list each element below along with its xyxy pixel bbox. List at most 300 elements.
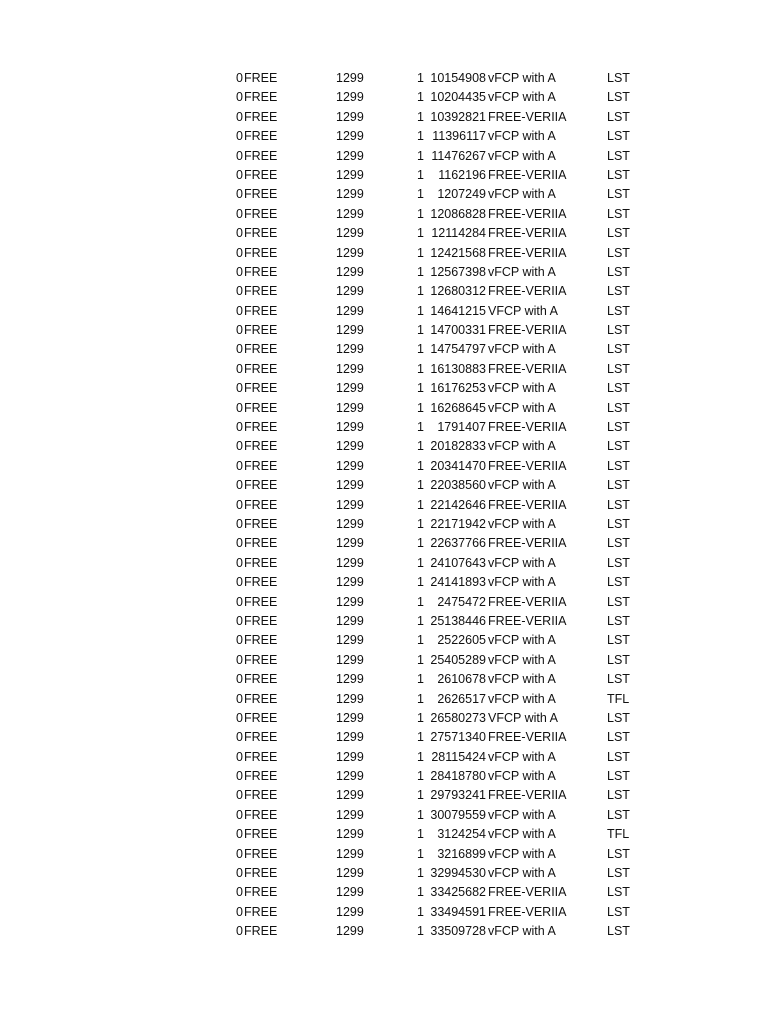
- spreadsheet-table: [0, 69, 768, 942]
- zero-cell: 0: [236, 361, 243, 376]
- quantity-cell: 1: [417, 323, 424, 338]
- price-cell: 1299: [336, 575, 364, 590]
- id-cell: 33494591: [430, 904, 486, 919]
- price-cell: 1299: [336, 730, 364, 745]
- table-row: [0, 302, 768, 321]
- table-row: [0, 205, 768, 224]
- type-cell: LST: [607, 807, 630, 822]
- price-cell: 1299: [336, 284, 364, 299]
- id-cell: 12567398: [430, 264, 486, 279]
- description-cell: FREE-VERIIA: [488, 109, 567, 124]
- id-cell: 30079559: [430, 807, 486, 822]
- table-body: [0, 69, 768, 942]
- zero-cell: 0: [236, 323, 243, 338]
- plan-cell: FREE: [244, 613, 278, 628]
- zero-cell: 0: [236, 148, 243, 163]
- price-cell: 1299: [336, 148, 364, 163]
- type-cell: LST: [607, 361, 630, 376]
- quantity-cell: 1: [417, 749, 424, 764]
- price-cell: 1299: [336, 555, 364, 570]
- quantity-cell: 1: [417, 303, 424, 318]
- plan-cell: FREE: [244, 866, 278, 881]
- zero-cell: 0: [236, 846, 243, 861]
- zero-cell: 0: [236, 710, 243, 725]
- table-row: [0, 593, 768, 612]
- price-cell: 1299: [336, 129, 364, 144]
- table-row: [0, 282, 768, 301]
- plan-cell: FREE: [244, 672, 278, 687]
- description-cell: FREE-VERIIA: [488, 167, 567, 182]
- zero-cell: 0: [236, 187, 243, 202]
- quantity-cell: 1: [417, 730, 424, 745]
- price-cell: 1299: [336, 342, 364, 357]
- zero-cell: 0: [236, 788, 243, 803]
- id-cell: 2610678: [437, 672, 486, 687]
- zero-cell: 0: [236, 516, 243, 531]
- quantity-cell: 1: [417, 633, 424, 648]
- price-cell: 1299: [336, 749, 364, 764]
- type-cell: LST: [607, 71, 630, 85]
- table-row: [0, 845, 768, 864]
- description-cell: vFCP with A: [488, 633, 556, 648]
- type-cell: LST: [607, 264, 630, 279]
- quantity-cell: 1: [417, 342, 424, 357]
- type-cell: LST: [607, 400, 630, 415]
- type-cell: LST: [607, 594, 630, 609]
- table-row: [0, 864, 768, 883]
- quantity-cell: 1: [417, 167, 424, 182]
- id-cell: 11476267: [431, 148, 486, 163]
- quantity-cell: 1: [417, 497, 424, 512]
- description-cell: vFCP with A: [488, 575, 556, 590]
- description-cell: vFCP with A: [488, 866, 556, 881]
- plan-cell: FREE: [244, 439, 278, 454]
- description-cell: vFCP with A: [488, 90, 556, 105]
- price-cell: 1299: [336, 885, 364, 900]
- quantity-cell: 1: [417, 264, 424, 279]
- table-row: [0, 903, 768, 922]
- id-cell: 27571340: [430, 730, 486, 745]
- plan-cell: FREE: [244, 769, 278, 784]
- quantity-cell: 1: [417, 710, 424, 725]
- id-cell: 16130883: [430, 361, 486, 376]
- table-row: [0, 340, 768, 359]
- plan-cell: FREE: [244, 633, 278, 648]
- quantity-cell: 1: [417, 536, 424, 551]
- zero-cell: 0: [236, 672, 243, 687]
- price-cell: 1299: [336, 827, 364, 842]
- description-cell: FREE-VERIIA: [488, 458, 567, 473]
- zero-cell: 0: [236, 206, 243, 221]
- description-cell: FREE-VERIIA: [488, 226, 567, 241]
- price-cell: 1299: [336, 109, 364, 124]
- plan-cell: FREE: [244, 245, 278, 260]
- table-row: [0, 651, 768, 670]
- type-cell: LST: [607, 342, 630, 357]
- price-cell: 1299: [336, 904, 364, 919]
- zero-cell: 0: [236, 924, 243, 939]
- price-cell: 1299: [336, 361, 364, 376]
- plan-cell: FREE: [244, 323, 278, 338]
- type-cell: TFL: [607, 827, 630, 842]
- id-cell: 1207249: [437, 187, 486, 202]
- table-row: [0, 69, 768, 88]
- id-cell: 12421568: [430, 245, 486, 260]
- table-row: [0, 631, 768, 650]
- quantity-cell: 1: [417, 206, 424, 221]
- zero-cell: 0: [236, 381, 243, 396]
- table-row: [0, 573, 768, 592]
- zero-cell: 0: [236, 342, 243, 357]
- table-row: [0, 418, 768, 437]
- zero-cell: 0: [236, 807, 243, 822]
- quantity-cell: 1: [417, 245, 424, 260]
- id-cell: 16176253: [430, 381, 486, 396]
- description-cell: FREE-VERIIA: [488, 420, 567, 435]
- price-cell: 1299: [336, 536, 364, 551]
- type-cell: LST: [607, 109, 630, 124]
- type-cell: LST: [607, 788, 630, 803]
- id-cell: 24141893: [430, 575, 486, 590]
- table-row: [0, 437, 768, 456]
- table-row: [0, 670, 768, 689]
- quantity-cell: 1: [417, 613, 424, 628]
- plan-cell: FREE: [244, 361, 278, 376]
- description-cell: VFCP with A: [488, 710, 558, 725]
- id-cell: 12086828: [430, 206, 486, 221]
- type-cell: LST: [607, 613, 630, 628]
- plan-cell: FREE: [244, 90, 278, 105]
- plan-cell: FREE: [244, 846, 278, 861]
- table-row: [0, 166, 768, 185]
- zero-cell: 0: [236, 129, 243, 144]
- zero-cell: 0: [236, 613, 243, 628]
- table-row: [0, 185, 768, 204]
- price-cell: 1299: [336, 652, 364, 667]
- id-cell: 2475472: [437, 594, 486, 609]
- description-cell: vFCP with A: [488, 672, 556, 687]
- type-cell: LST: [607, 206, 630, 221]
- table-row: [0, 244, 768, 263]
- quantity-cell: 1: [417, 769, 424, 784]
- id-cell: 10204435: [430, 90, 486, 105]
- id-cell: 25138446: [430, 613, 486, 628]
- description-cell: FREE-VERIIA: [488, 206, 567, 221]
- type-cell: LST: [607, 323, 630, 338]
- type-cell: LST: [607, 749, 630, 764]
- zero-cell: 0: [236, 439, 243, 454]
- zero-cell: 0: [236, 691, 243, 706]
- id-cell: 29793241: [430, 788, 486, 803]
- price-cell: 1299: [336, 710, 364, 725]
- id-cell: 3124254: [437, 827, 486, 842]
- zero-cell: 0: [236, 652, 243, 667]
- description-cell: vFCP with A: [488, 129, 556, 144]
- zero-cell: 0: [236, 904, 243, 919]
- id-cell: 26580273: [430, 710, 486, 725]
- table-row: [0, 515, 768, 534]
- zero-cell: 0: [236, 827, 243, 842]
- id-cell: 2522605: [437, 633, 486, 648]
- type-cell: LST: [607, 536, 630, 551]
- quantity-cell: 1: [417, 672, 424, 687]
- id-cell: 10154908: [430, 71, 486, 85]
- quantity-cell: 1: [417, 129, 424, 144]
- plan-cell: FREE: [244, 342, 278, 357]
- id-cell: 1791407: [437, 420, 486, 435]
- quantity-cell: 1: [417, 885, 424, 900]
- id-cell: 10392821: [430, 109, 486, 124]
- quantity-cell: 1: [417, 71, 424, 85]
- price-cell: 1299: [336, 439, 364, 454]
- quantity-cell: 1: [417, 594, 424, 609]
- description-cell: FREE-VERIIA: [488, 904, 567, 919]
- quantity-cell: 1: [417, 478, 424, 493]
- quantity-cell: 1: [417, 924, 424, 939]
- plan-cell: FREE: [244, 788, 278, 803]
- zero-cell: 0: [236, 303, 243, 318]
- price-cell: 1299: [336, 303, 364, 318]
- quantity-cell: 1: [417, 827, 424, 842]
- zero-cell: 0: [236, 769, 243, 784]
- id-cell: 14641215: [430, 303, 486, 318]
- description-cell: vFCP with A: [488, 71, 556, 85]
- price-cell: 1299: [336, 381, 364, 396]
- type-cell: LST: [607, 633, 630, 648]
- plan-cell: FREE: [244, 109, 278, 124]
- id-cell: 25405289: [430, 652, 486, 667]
- type-cell: LST: [607, 458, 630, 473]
- zero-cell: 0: [236, 730, 243, 745]
- type-cell: LST: [607, 575, 630, 590]
- table-row: [0, 476, 768, 495]
- id-cell: 20341470: [430, 458, 486, 473]
- id-cell: 33509728: [430, 924, 486, 939]
- id-cell: 20182833: [430, 439, 486, 454]
- plan-cell: FREE: [244, 381, 278, 396]
- description-cell: vFCP with A: [488, 187, 556, 202]
- price-cell: 1299: [336, 420, 364, 435]
- table-row: [0, 147, 768, 166]
- price-cell: 1299: [336, 71, 364, 85]
- table-row: [0, 360, 768, 379]
- description-cell: FREE-VERIIA: [488, 497, 567, 512]
- type-cell: LST: [607, 420, 630, 435]
- plan-cell: FREE: [244, 167, 278, 182]
- quantity-cell: 1: [417, 148, 424, 163]
- plan-cell: FREE: [244, 555, 278, 570]
- table-row: [0, 883, 768, 902]
- quantity-cell: 1: [417, 284, 424, 299]
- type-cell: LST: [607, 439, 630, 454]
- quantity-cell: 1: [417, 439, 424, 454]
- price-cell: 1299: [336, 167, 364, 182]
- type-cell: LST: [607, 226, 630, 241]
- quantity-cell: 1: [417, 226, 424, 241]
- type-cell: LST: [607, 148, 630, 163]
- description-cell: vFCP with A: [488, 827, 556, 842]
- table-row: [0, 127, 768, 146]
- type-cell: LST: [607, 516, 630, 531]
- table-row: [0, 612, 768, 631]
- price-cell: 1299: [336, 478, 364, 493]
- description-cell: FREE-VERIIA: [488, 613, 567, 628]
- plan-cell: FREE: [244, 497, 278, 512]
- quantity-cell: 1: [417, 691, 424, 706]
- plan-cell: FREE: [244, 594, 278, 609]
- description-cell: FREE-VERIIA: [488, 323, 567, 338]
- type-cell: LST: [607, 924, 630, 939]
- type-cell: LST: [607, 90, 630, 105]
- quantity-cell: 1: [417, 90, 424, 105]
- zero-cell: 0: [236, 478, 243, 493]
- description-cell: vFCP with A: [488, 439, 556, 454]
- zero-cell: 0: [236, 400, 243, 415]
- quantity-cell: 1: [417, 652, 424, 667]
- price-cell: 1299: [336, 672, 364, 687]
- quantity-cell: 1: [417, 516, 424, 531]
- zero-cell: 0: [236, 245, 243, 260]
- zero-cell: 0: [236, 749, 243, 764]
- description-cell: vFCP with A: [488, 846, 556, 861]
- quantity-cell: 1: [417, 866, 424, 881]
- quantity-cell: 1: [417, 555, 424, 570]
- description-cell: FREE-VERIIA: [488, 885, 567, 900]
- id-cell: 1162196: [438, 167, 486, 182]
- price-cell: 1299: [336, 323, 364, 338]
- table-row: [0, 321, 768, 340]
- type-cell: LST: [607, 245, 630, 260]
- description-cell: FREE-VERIIA: [488, 730, 567, 745]
- description-cell: FREE-VERIIA: [488, 536, 567, 551]
- zero-cell: 0: [236, 866, 243, 881]
- price-cell: 1299: [336, 633, 364, 648]
- plan-cell: FREE: [244, 575, 278, 590]
- price-cell: 1299: [336, 245, 364, 260]
- id-cell: 22171942: [430, 516, 486, 531]
- zero-cell: 0: [236, 885, 243, 900]
- plan-cell: FREE: [244, 478, 278, 493]
- type-cell: LST: [607, 497, 630, 512]
- id-cell: 16268645: [430, 400, 486, 415]
- table-row: [0, 554, 768, 573]
- table-row: [0, 922, 768, 941]
- zero-cell: 0: [236, 167, 243, 182]
- zero-cell: 0: [236, 594, 243, 609]
- plan-cell: FREE: [244, 187, 278, 202]
- plan-cell: FREE: [244, 691, 278, 706]
- type-cell: LST: [607, 187, 630, 202]
- type-cell: LST: [607, 904, 630, 919]
- price-cell: 1299: [336, 924, 364, 939]
- table-row: [0, 534, 768, 553]
- id-cell: 28115424: [431, 749, 486, 764]
- id-cell: 24107643: [430, 555, 486, 570]
- quantity-cell: 1: [417, 361, 424, 376]
- table-row: [0, 767, 768, 786]
- price-cell: 1299: [336, 846, 364, 861]
- plan-cell: FREE: [244, 71, 278, 85]
- type-cell: LST: [607, 478, 630, 493]
- plan-cell: FREE: [244, 420, 278, 435]
- type-cell: LST: [607, 555, 630, 570]
- type-cell: TFL: [607, 691, 630, 706]
- table-row: [0, 263, 768, 282]
- id-cell: 14700331: [430, 323, 486, 338]
- zero-cell: 0: [236, 109, 243, 124]
- type-cell: LST: [607, 730, 630, 745]
- table-row: [0, 728, 768, 747]
- zero-cell: 0: [236, 458, 243, 473]
- quantity-cell: 1: [417, 381, 424, 396]
- quantity-cell: 1: [417, 109, 424, 124]
- plan-cell: FREE: [244, 516, 278, 531]
- type-cell: LST: [607, 129, 630, 144]
- quantity-cell: 1: [417, 458, 424, 473]
- table-row: [0, 709, 768, 728]
- zero-cell: 0: [236, 226, 243, 241]
- quantity-cell: 1: [417, 788, 424, 803]
- id-cell: 2626517: [437, 691, 486, 706]
- zero-cell: 0: [236, 71, 243, 85]
- plan-cell: FREE: [244, 206, 278, 221]
- description-cell: vFCP with A: [488, 555, 556, 570]
- type-cell: LST: [607, 303, 630, 318]
- price-cell: 1299: [336, 187, 364, 202]
- id-cell: 33425682: [430, 885, 486, 900]
- description-cell: vFCP with A: [488, 478, 556, 493]
- description-cell: vFCP with A: [488, 264, 556, 279]
- type-cell: LST: [607, 710, 630, 725]
- id-cell: 22142646: [430, 497, 486, 512]
- table-row: [0, 690, 768, 709]
- id-cell: 11396117: [432, 129, 486, 144]
- description-cell: vFCP with A: [488, 516, 556, 531]
- table-row: [0, 108, 768, 127]
- id-cell: 22038560: [430, 478, 486, 493]
- type-cell: LST: [607, 284, 630, 299]
- plan-cell: FREE: [244, 807, 278, 822]
- quantity-cell: 1: [417, 400, 424, 415]
- price-cell: 1299: [336, 206, 364, 221]
- price-cell: 1299: [336, 691, 364, 706]
- description-cell: vFCP with A: [488, 769, 556, 784]
- table-row: [0, 806, 768, 825]
- description-cell: vFCP with A: [488, 691, 556, 706]
- price-cell: 1299: [336, 400, 364, 415]
- description-cell: vFCP with A: [488, 381, 556, 396]
- table-row: [0, 88, 768, 107]
- zero-cell: 0: [236, 420, 243, 435]
- type-cell: LST: [607, 846, 630, 861]
- plan-cell: FREE: [244, 264, 278, 279]
- price-cell: 1299: [336, 497, 364, 512]
- type-cell: LST: [607, 866, 630, 881]
- id-cell: 14754797: [430, 342, 486, 357]
- plan-cell: FREE: [244, 303, 278, 318]
- zero-cell: 0: [236, 536, 243, 551]
- table-row: [0, 786, 768, 805]
- price-cell: 1299: [336, 90, 364, 105]
- id-cell: 22637766: [430, 536, 486, 551]
- quantity-cell: 1: [417, 904, 424, 919]
- price-cell: 1299: [336, 226, 364, 241]
- type-cell: LST: [607, 672, 630, 687]
- price-cell: 1299: [336, 594, 364, 609]
- plan-cell: FREE: [244, 749, 278, 764]
- price-cell: 1299: [336, 788, 364, 803]
- price-cell: 1299: [336, 866, 364, 881]
